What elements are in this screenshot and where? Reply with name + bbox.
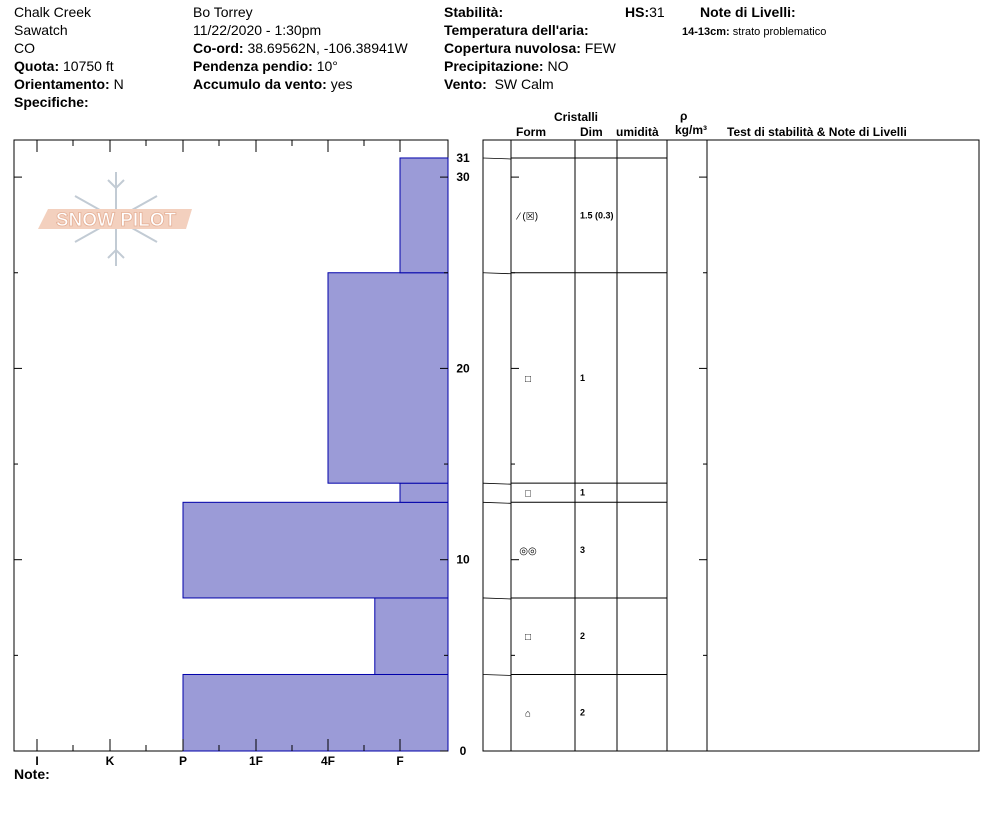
hardness-bar: [183, 674, 448, 751]
crystal-form: ⁄ (☒): [517, 211, 539, 223]
form-header: Form: [516, 125, 546, 139]
depth-tick-label: 31: [456, 150, 470, 165]
crystal-size: 2: [580, 631, 586, 642]
precip-value: NO: [547, 58, 569, 74]
crystal-size: 2: [580, 707, 586, 718]
hardness-bars: [183, 158, 448, 751]
air-temp-label: Temperatura dell'aria:: [444, 22, 589, 38]
hs-value: 31: [649, 4, 665, 20]
crystal-layer-connector: [483, 674, 511, 675]
crystal-size: 1: [580, 372, 586, 383]
hardness-tick-label: F: [396, 754, 404, 768]
layer-note-text: strato problematico: [732, 26, 827, 38]
sky-label: Copertura nuvolosa:: [444, 40, 581, 56]
depth-tick-label: 30: [456, 170, 470, 185]
crystal-layer-connector: [483, 273, 511, 274]
logo-text: SNOW PILOT: [55, 210, 177, 231]
crystal-form: □: [524, 632, 532, 644]
aspect-label: Orientamento:: [14, 76, 110, 92]
crystal-size: 1: [580, 487, 586, 498]
crystal-form: ⌂: [524, 708, 532, 720]
coord-value: 38.69562N, -106.38941W: [247, 40, 408, 56]
hardness-tick-label: 1F: [248, 754, 264, 768]
coord-label: Co-ord:: [193, 40, 244, 56]
hardness-tick-label: I: [35, 754, 39, 768]
crystal-form: ◎◎: [519, 546, 537, 558]
state: CO: [14, 40, 35, 56]
depth-tick-label: 10: [456, 552, 470, 567]
crystal-form: □: [524, 373, 532, 385]
hardness-tick-label: K: [105, 754, 115, 768]
crystal-layer-connector: [483, 483, 511, 484]
wind-value: SW Calm: [494, 76, 554, 92]
hs-label: HS:: [625, 4, 650, 20]
crystal-size: 3: [580, 545, 586, 556]
elevation-value: 10750 ft: [63, 58, 114, 74]
hardness-bar: [183, 502, 448, 598]
hardness-tick-label: P: [178, 754, 188, 768]
notes-label: Note:: [14, 766, 50, 782]
sky-value: FEW: [584, 40, 616, 56]
mountain-range: Sawatch: [14, 22, 68, 38]
crystal-layer-connector: [483, 158, 511, 159]
aspect-value: N: [113, 76, 124, 92]
precip-label: Precipitazione:: [444, 58, 544, 74]
wind-label: Vento:: [444, 76, 487, 92]
crystal-table-frame: [483, 140, 979, 751]
snowpilot-logo: [38, 172, 192, 266]
crystals-header: Cristalli: [554, 110, 599, 124]
layer-notes-label: Note di Livelli:: [700, 4, 796, 20]
observation-datetime: 11/22/2020 - 1:30pm: [193, 22, 322, 38]
crystal-table-columns: [511, 140, 707, 751]
slope-value: 10°: [316, 58, 338, 74]
slope-label: Pendenza pendio:: [193, 58, 313, 74]
wind-loading-value: yes: [330, 76, 353, 92]
depth-tick-label: 20: [456, 361, 470, 376]
crystal-form: □: [524, 488, 532, 500]
elevation-label: Quota:: [14, 58, 60, 74]
location-name: Chalk Creek: [14, 4, 92, 20]
specifics-label: Specifiche:: [14, 94, 89, 110]
hardness-bar: [328, 273, 448, 483]
hardness-tick-label: 4F: [320, 754, 336, 768]
tests-notes-header: Test di stabilità & Note di Livelli: [727, 125, 907, 139]
crystal-layer-connector: [483, 598, 511, 599]
hardness-bar: [400, 158, 448, 273]
stability-label: Stabilità:: [444, 4, 504, 20]
depth-tick-label: 0: [459, 744, 467, 758]
crystal-layer-connector: [483, 502, 511, 503]
layer-note-depth: 14-13cm:: [682, 26, 730, 38]
observer-name: Bo Torrey: [193, 4, 253, 20]
wind-loading-label: Accumulo da vento:: [193, 76, 327, 92]
dim-header: Dim: [580, 125, 603, 139]
rho-header: ρ: [680, 109, 688, 123]
hardness-bar: [375, 598, 448, 675]
moisture-header: umidità: [616, 125, 659, 139]
crystal-size: 1.5 (0.3): [580, 210, 614, 221]
density-unit-header: kg/m³: [675, 123, 708, 137]
hardness-bar: [400, 483, 448, 502]
